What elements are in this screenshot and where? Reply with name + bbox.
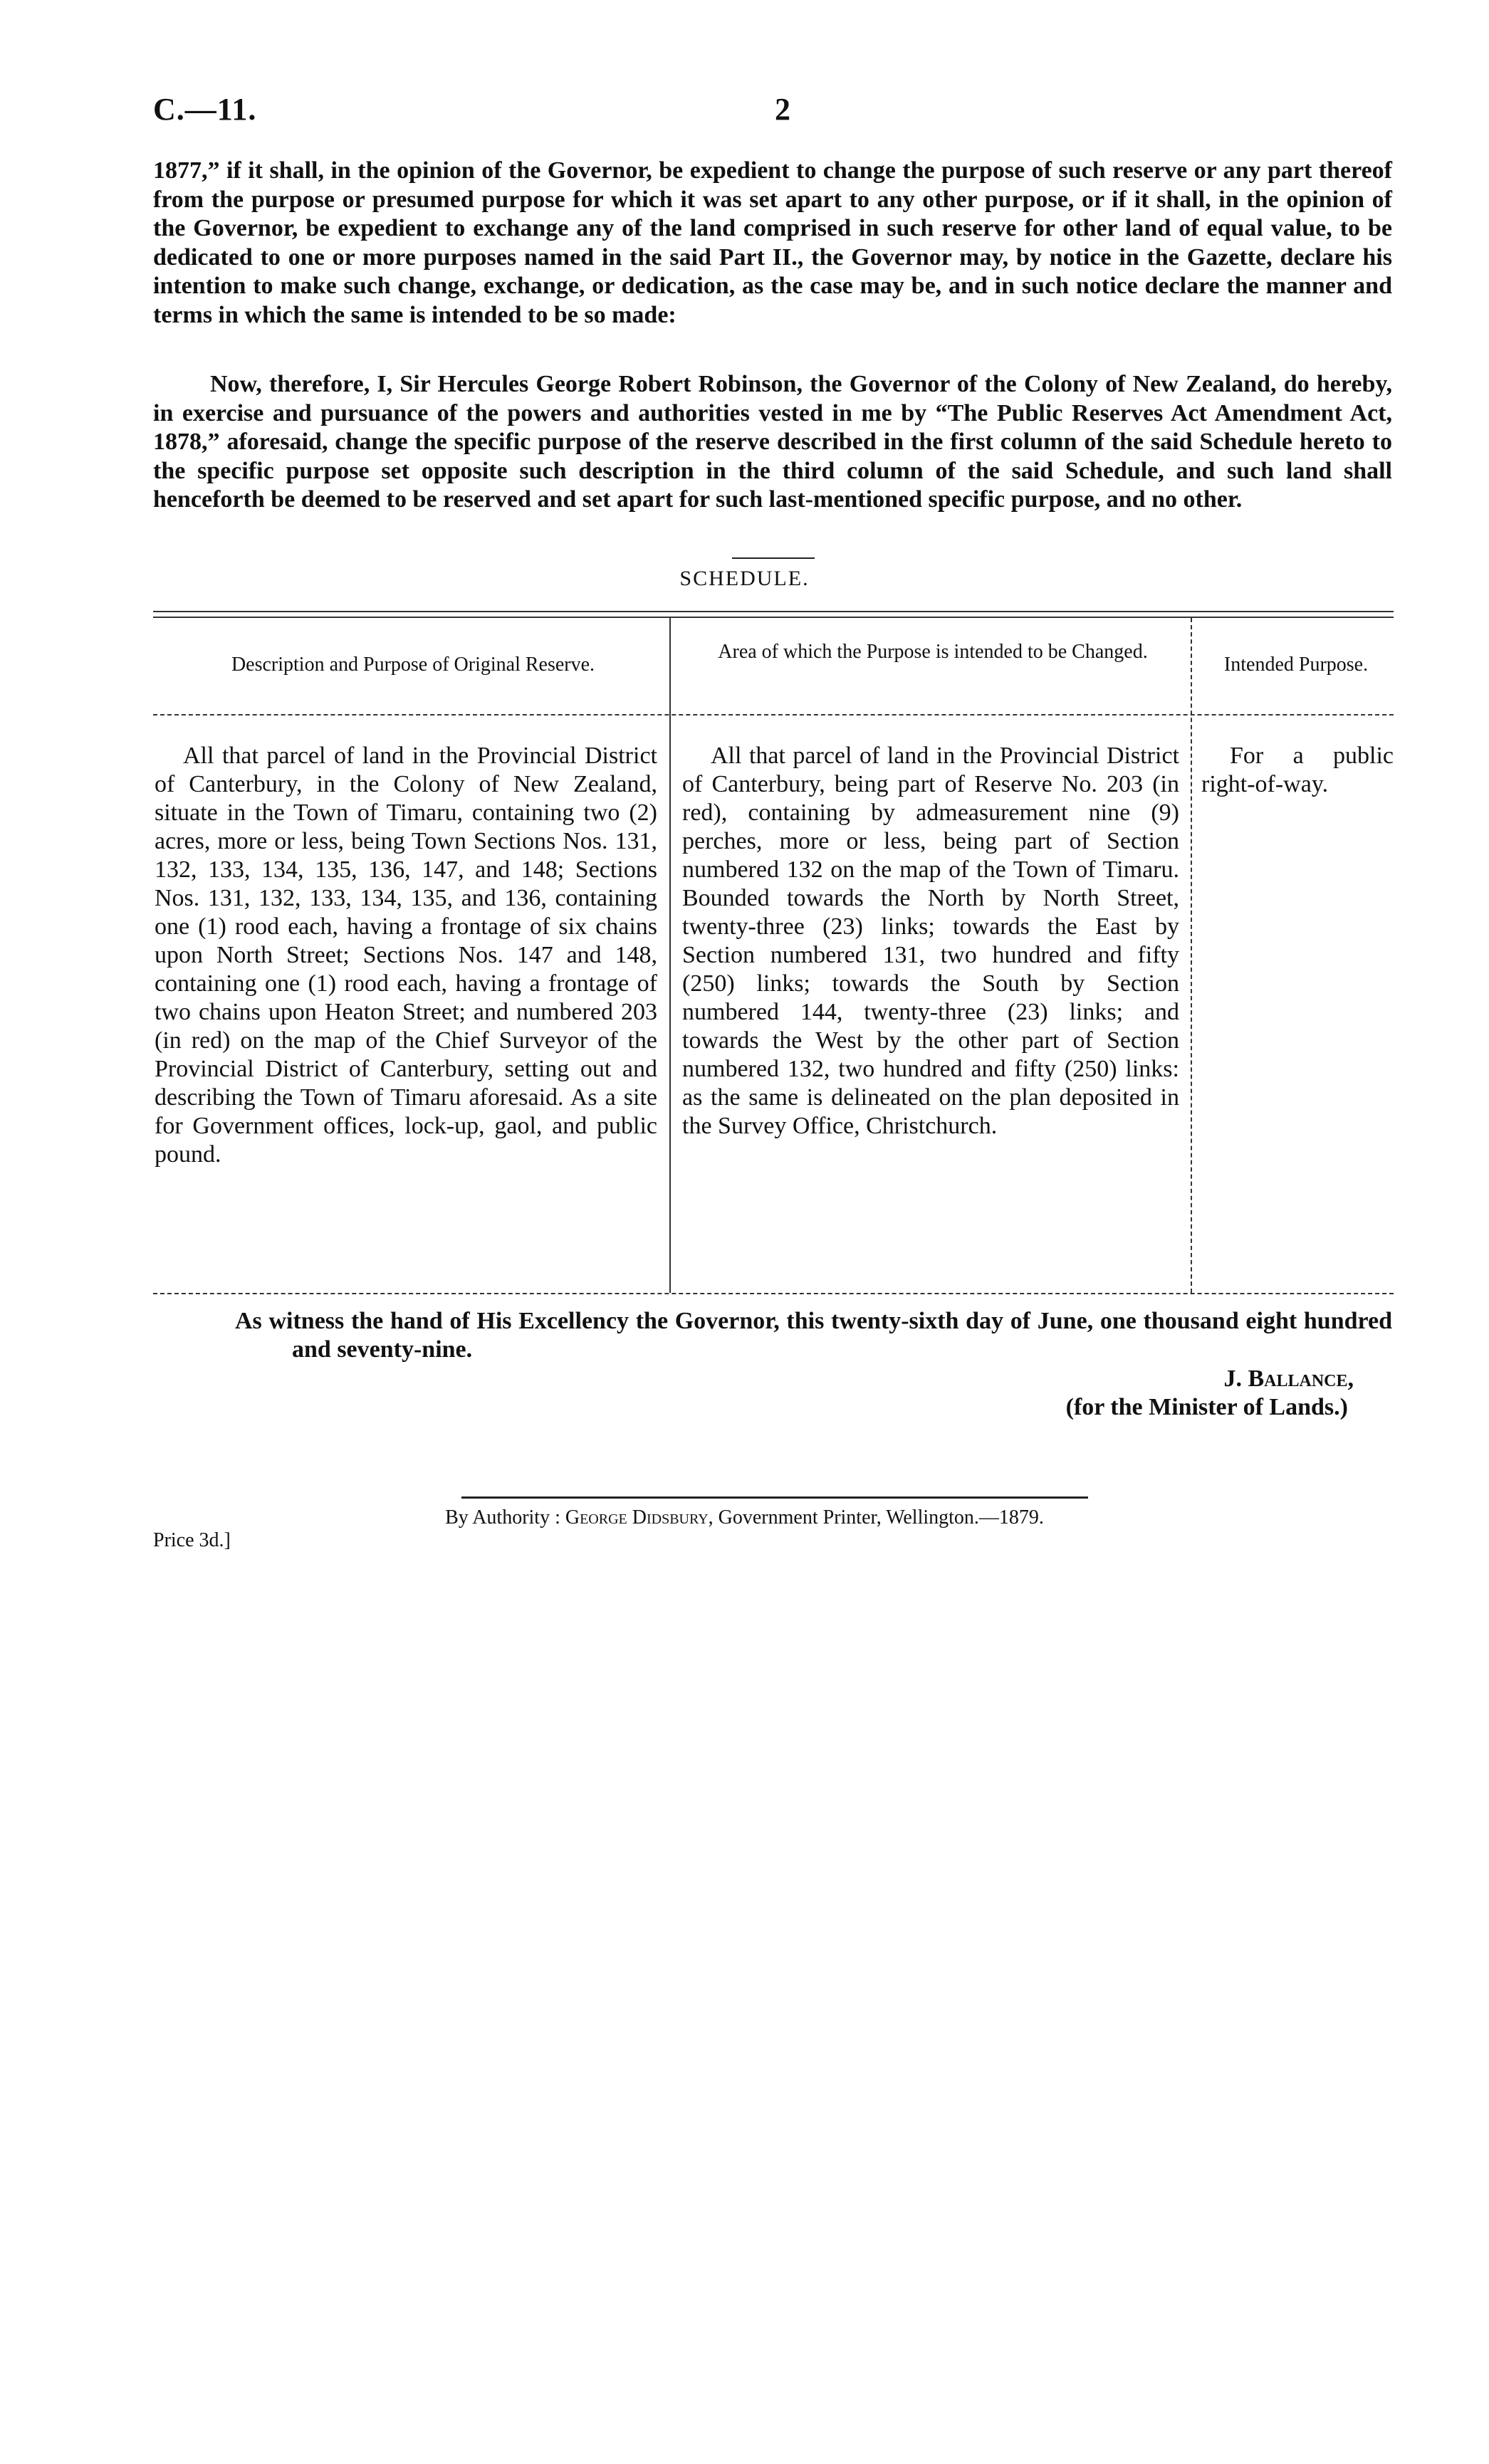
price-label: Price 3d.]: [153, 1529, 231, 1551]
footer-divider: [461, 1496, 1088, 1499]
cell-intended-purpose: For a public right-of-way.: [1201, 743, 1394, 797]
section-divider: [732, 557, 815, 559]
table-top-rule-inner: [153, 617, 1394, 618]
table-column-divider-1: [669, 618, 671, 1293]
table-column-divider-2: [1191, 618, 1192, 1293]
paragraph-declaration: Now, therefore, I, Sir Hercules George Robert Robinson, the Governor of the Colony of New Zealand, do hereby, in exercise and pursuance of the powers and authorities vested in me by “The Public Reserves Act Amendment Act, 1878,” aforesaid, change the specific purpose of the reserve described in the first column of the said Schedule hereto to the specific purpose set opposite such description in the third column of the said Schedule, and such land shall henceforth be deemed to be reserved and set apart for such last-mentioned specific purpose, and no other.: [153, 371, 1392, 513]
column-header-area-changed: Area of which the Purpose is intended to be Changed.: [718, 641, 1148, 663]
imprint-suffix: Government Printer, Wellington.—1879.: [718, 1506, 1044, 1529]
printer-imprint: [0, 1506, 1489, 1529]
schedule-title: SCHEDULE.: [679, 567, 810, 590]
witness-clause: As witness the hand of His Excellency the Governor, this twenty-sixth day of June, one thousand eight hundred and seventy-nine.: [235, 1308, 1392, 1363]
column-header-intended-purpose: Intended Purpose.: [1223, 654, 1369, 676]
cell-original-reserve: All that parcel of land in the Provincial District of Canterbury, in the Colony of New Zealand, situate in the Town of Timaru, containing two (2) acres, more or less, being Town Sections Nos. 131, 132, 133, 134, 135, 136, 147, and 148; Sections Nos. 131, 132, 133, 134, 135, and 136, containing one (1) rood each, having a frontage of six chains upon North Street; Sections Nos. 147 and 148, containing one (1) rood each, having a frontage of two chains upon Heaton Street; and numbered 203 (in red) on the map of the Chief Surveyor of the Provincial District of Canterbury, setting out and describing the Town of Timaru aforesaid. As a site for Government offices, lock-up, gaol, and public pound.: [155, 743, 657, 1168]
imprint-prefix: By Authority :: [445, 1506, 560, 1529]
imprint-printer-name: George Didsbury,: [565, 1506, 714, 1529]
cell-area-changed: All that parcel of land in the Provincial District of Canterbury, being part of Reserve No. 203 (in red), containing by admeasurement nine (9) perches, more or less, being part of Section numbered 132 on the map of the Town of Timaru. Bounded towards the North by North Street, twenty-three (23) links; towards the East by Section numbered 131, two hundred and fifty (250) links; towards the South by Section numbered 144, twenty-three (23) links; and towards the West by the other part of Section numbered 132, two hundred and fifty (250) links: as the same is delineated on the plan deposited in the Survey Office, Christchurch.: [682, 743, 1179, 1139]
table-top-rule: [153, 611, 1394, 612]
column-header-original-reserve: Description and Purpose of Original Reserve.: [231, 654, 595, 676]
signatory-name: J. Ballance,: [1223, 1365, 1354, 1392]
table-bottom-rule: [153, 1293, 1394, 1294]
page-number: 2: [775, 92, 790, 127]
paragraph-preamble: 1877,” if it shall, in the opinion of the Governor, be expedient to change the purpose of such reserve or any part thereof from the purpose or presumed purpose for which it was set apart to any other purpose, or if it shall, in the opinion of the Governor, be expedient to exchange any of the land comprised in such reserve for other land of equal value, to be dedicated to one or more purposes named in the said Part II., the Governor may, by notice in the Gazette, declare his intention to make such change, exchange, or dedication, as the case may be, and in such notice declare the manner and terms in which the same is intended to be so made:: [153, 157, 1392, 328]
signatory-role: (for the Minister of Lands.): [1065, 1394, 1348, 1420]
document-reference: C.—11.: [153, 92, 257, 127]
table-header-rule: [153, 714, 1394, 715]
